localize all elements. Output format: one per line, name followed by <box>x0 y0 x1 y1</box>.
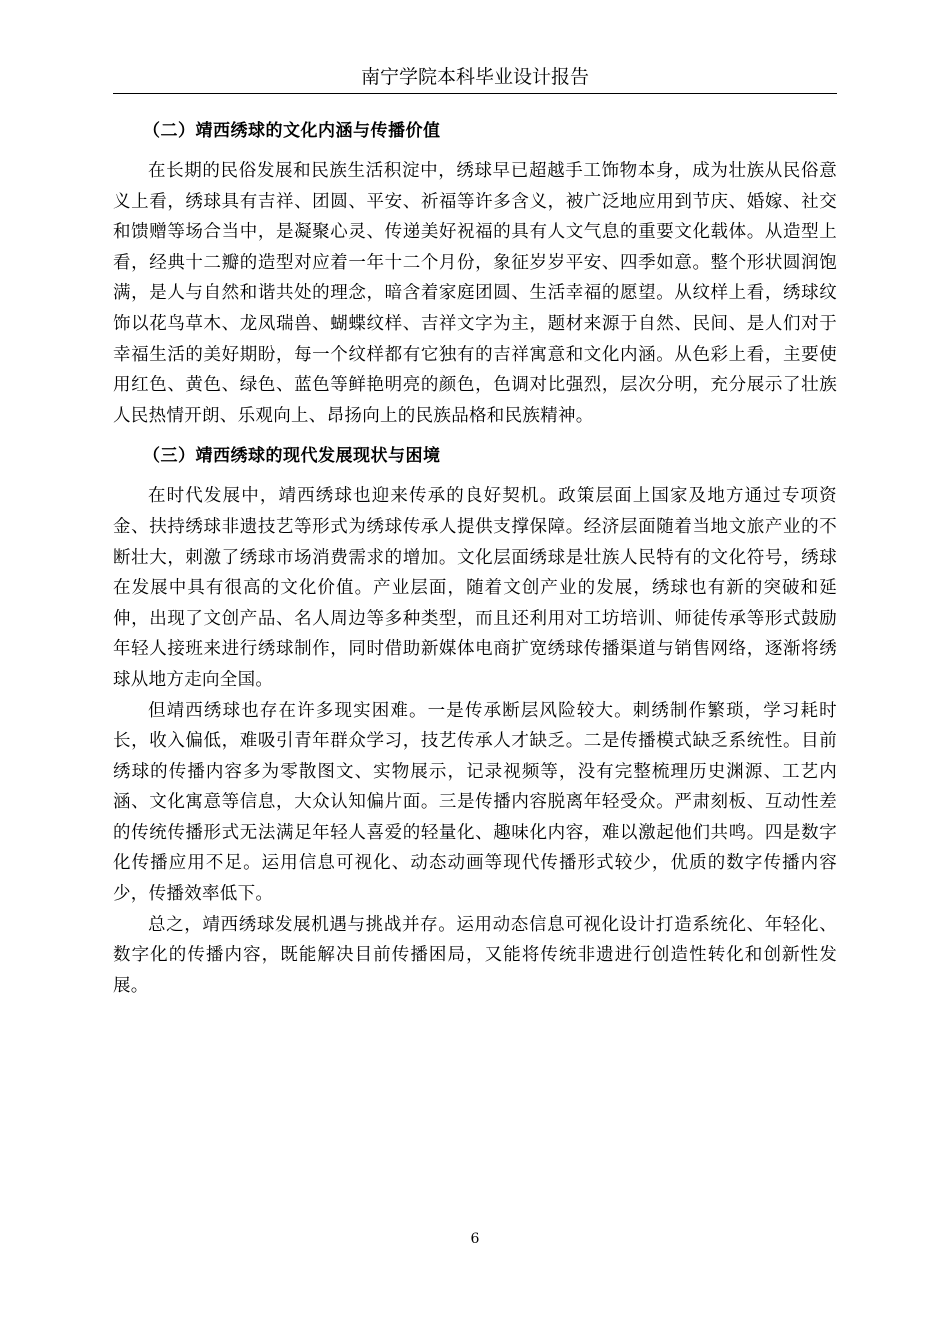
report-title: 南宁学院本科毕业设计报告 <box>360 66 589 88</box>
paragraph-conclusion: 总之，靖西绣球发展机遇与挑战并存。运用动态信息可视化设计打造系统化、年轻化、数字化的传播内容，既能解决目前传播困局，又能将传统非遗进行创造性转化和创新性发展。 <box>113 914 837 996</box>
paragraph-difficulties: 但靖西绣球也存在许多现实困难。一是传承断层风险较大。刺绣制作繁琐，学习耗时长，收入偏低，难吸引青年群众学习，技艺传承人才缺乏。二是传播模式缺乏系统性。目前绣球的传播内容多为零散图文、实物展示，记录视频等，没有完整梳理历史渊源、工艺内涵、文化寓意等信息，大众认知偏片面。三是传播内容脱离年轻受众。严肃刻板、互动性差的传统传播形式无法满足年轻人喜爱的轻量化、趣味化内容，难以激起他们共鸣。四是数字化传播应用不足。运用信息可视化、动态动画等现代传播形式较少，优质的数字传播内容少，传播效率低下。 <box>113 700 837 905</box>
document-body <box>113 112 837 1001</box>
page-number: 6 <box>470 1231 480 1247</box>
page-header <box>113 64 837 94</box>
section-heading-development-status: （三）靖西绣球的现代发展现状与困境 <box>143 446 441 467</box>
paragraph-opportunities: 在时代发展中，靖西绣球也迎来传承的良好契机。政策层面上国家及地方通过专项资金、扶持绣球非遗技艺等形式为绣球传承人提供支撑保障。经济层面随着当地文旅产业的不断壮大，刺激了绣球市场消费需求的增加。文化层面绣球是壮族人民特有的文化符号，绣球在发展中具有很高的文化价值。产业层面，随着文创产业的发展，绣球也有新的突破和延伸，出现了文创产品、名人周边等多种类型，而且还利用对工坊培训、师徒传承等形式鼓励年轻人接班来进行绣球制作，同时借助新媒体电商扩宽绣球传播渠道与销售网络，逐渐将绣球从地方走向全国。 <box>113 486 837 690</box>
paragraph-cultural-connotation: 在长期的民俗发展和民族生活积淀中，绣球早已超越手工饰物本身，成为壮族从民俗意义上看，绣球具有吉祥、团圆、平安、祈福等许多含义，被广泛地应用到节庆、婚嫁、社交和馈赠等场合当中，是凝聚心灵、传递美好祝福的具有人文气息的重要文化载体。从造型上看，经典十二瓣的造型对应着一年十二个月份，象征岁岁平安、四季如意。整个形状圆润饱满，是人与自然和谐共处的理念，暗含着家庭团圆、生活幸福的愿望。从纹样上看，绣球纹饰以花鸟草木、龙凤瑞兽、蝴蝶纹样、吉祥文字为主，题材来源于自然、民间、是人们对于幸福生活的美好期盼，每一个纹样都有它独有的吉祥寓意和文化内涵。从色彩上看，主要使用红色、黄色、绿色、蓝色等鲜艳明亮的颜色，色调对比强烈，层次分明，充分展示了壮族人民热情开朗、乐观向上、昂扬向上的民族品格和民族精神。 <box>113 161 837 426</box>
section-heading-cultural-value: （二）靖西绣球的文化内涵与传播价值 <box>143 121 441 141</box>
